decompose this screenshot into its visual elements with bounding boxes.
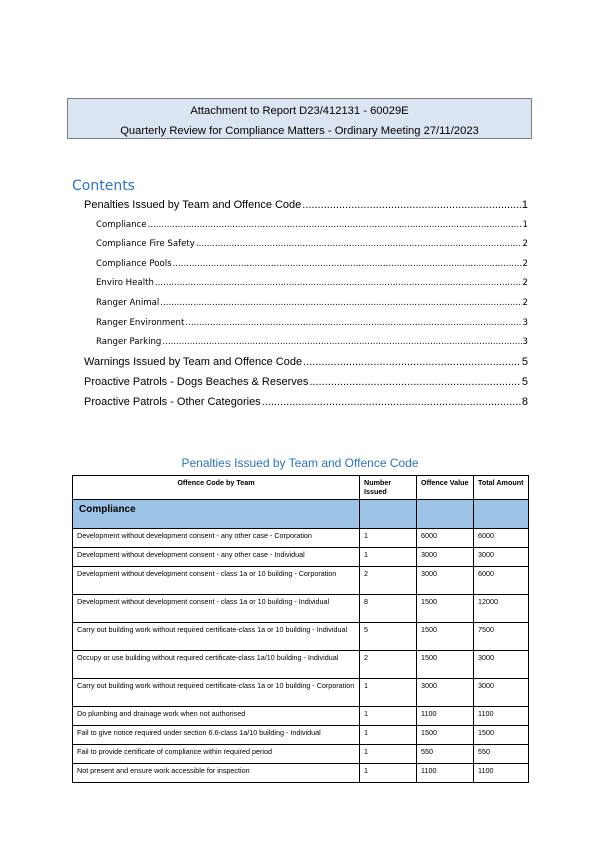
toc-page: 3 — [522, 318, 528, 328]
total-cell: 1100 — [474, 707, 529, 726]
number-cell: 1 — [360, 764, 417, 783]
toc-entry-other-categories[interactable] — [84, 396, 528, 408]
total-cell: 3000 — [474, 548, 529, 567]
header-value: Offence Value — [417, 476, 474, 500]
group-row-compliance — [73, 500, 529, 529]
number-cell: 1 — [360, 548, 417, 567]
number-cell: 2 — [360, 567, 417, 595]
toc-entry-compliance[interactable] — [96, 220, 528, 230]
toc-entry-ranger-environment[interactable] — [96, 318, 528, 328]
value-cell: 6000 — [417, 529, 474, 548]
table-row — [73, 595, 529, 623]
toc-label: Compliance Pools — [96, 259, 172, 269]
toc-page: 2 — [522, 239, 528, 249]
table-row — [73, 529, 529, 548]
offence-cell: Fail to provide certificate of compliance within required period — [73, 745, 360, 764]
offence-cell: Not present and ensure work accessible for inspection — [73, 764, 360, 783]
toc-label: Ranger Animal — [96, 298, 160, 308]
table-row — [73, 726, 529, 745]
header-line-2: Quarterly Review for Compliance Matters - Ordinary Meeting 27/11/2023 — [120, 125, 479, 137]
penalties-table — [72, 475, 529, 783]
number-cell: 1 — [360, 726, 417, 745]
value-cell: 1500 — [417, 623, 474, 651]
total-cell: 1500 — [474, 726, 529, 745]
toc-page: 5 — [521, 356, 528, 368]
toc-leader — [155, 278, 522, 288]
toc-entry-penalties[interactable] — [84, 199, 528, 211]
total-cell: 1100 — [474, 764, 529, 783]
offence-cell: Do plumbing and drainage work when not authorised — [73, 707, 360, 726]
offence-cell: Development without development consent - any other case - Corporation — [73, 529, 360, 548]
value-cell: 1500 — [417, 726, 474, 745]
value-cell: 1100 — [417, 764, 474, 783]
toc-label: Penalties Issued by Team and Offence Code — [84, 199, 302, 211]
offence-cell: Fail to give notice required under section 6.6-class 1a/10 building - Individual — [73, 726, 360, 745]
toc-page: 1 — [521, 199, 528, 211]
total-cell: 3000 — [474, 679, 529, 707]
toc-leader — [262, 396, 521, 408]
toc-label: Proactive Patrols - Dogs Beaches & Reserves — [84, 376, 309, 388]
number-cell: 1 — [360, 529, 417, 548]
toc-page: 2 — [522, 259, 528, 269]
toc-leader — [162, 337, 521, 347]
table-row — [73, 651, 529, 679]
toc-title: Contents — [72, 178, 135, 194]
toc-label: Enviro Health — [96, 278, 154, 288]
toc-entry-dogs-beaches[interactable] — [84, 376, 528, 388]
toc-label: Warnings Issued by Team and Offence Code — [84, 356, 303, 368]
offence-cell: Development without development consent - class 1a or 10 building - Individual — [73, 595, 360, 623]
toc-leader — [302, 199, 521, 211]
number-cell: 8 — [360, 595, 417, 623]
offence-cell: Carry out building work without required certificate-class 1a or 10 building - Individual — [73, 623, 360, 651]
group-cell — [474, 500, 529, 529]
number-cell: 5 — [360, 623, 417, 651]
toc-page: 3 — [522, 337, 528, 347]
toc-leader — [309, 376, 521, 388]
offence-cell: Occupy or use building without required certificate-class 1a/10 building - Individual — [73, 651, 360, 679]
total-cell: 6000 — [474, 567, 529, 595]
report-header-box — [67, 98, 532, 139]
toc-label: Compliance Fire Safety — [96, 239, 195, 249]
toc-leader — [160, 298, 521, 308]
value-cell: 3000 — [417, 567, 474, 595]
toc-entry-ranger-parking[interactable] — [96, 337, 528, 347]
toc-leader — [173, 259, 522, 269]
toc-page: 1 — [522, 220, 528, 230]
total-cell: 6000 — [474, 529, 529, 548]
value-cell: 550 — [417, 745, 474, 764]
table-row — [73, 679, 529, 707]
table-header-row — [73, 476, 529, 500]
number-cell: 1 — [360, 745, 417, 764]
header-line-1: Attachment to Report D23/412131 - 60029E — [190, 105, 409, 117]
value-cell: 1500 — [417, 595, 474, 623]
toc-entry-compliance-pools[interactable] — [96, 259, 528, 269]
group-cell — [417, 500, 474, 529]
toc-page: 2 — [522, 298, 528, 308]
table-row — [73, 764, 529, 783]
toc-leader — [148, 220, 522, 230]
total-cell: 7500 — [474, 623, 529, 651]
toc-label: Proactive Patrols - Other Categories — [84, 396, 261, 408]
toc-page: 5 — [521, 376, 528, 388]
value-cell: 3000 — [417, 679, 474, 707]
toc-entry-ranger-animal[interactable] — [96, 298, 528, 308]
toc-label: Ranger Parking — [96, 337, 162, 347]
table-row — [73, 623, 529, 651]
offence-cell: Carry out building work without required certificate-class 1a or 10 building - Corporation — [73, 679, 360, 707]
number-cell: 2 — [360, 651, 417, 679]
header-total: Total Amount — [474, 476, 529, 500]
total-cell: 550 — [474, 745, 529, 764]
toc-leader — [196, 239, 522, 249]
toc-entry-compliance-fire-safety[interactable] — [96, 239, 528, 249]
value-cell: 3000 — [417, 548, 474, 567]
toc-label: Compliance — [96, 220, 147, 230]
toc-leader — [303, 356, 521, 368]
toc-leader — [185, 318, 521, 328]
toc-entry-enviro-health[interactable] — [96, 278, 528, 288]
table-row — [73, 745, 529, 764]
header-offence: Offence Code by Team — [73, 476, 360, 500]
total-cell: 3000 — [474, 651, 529, 679]
group-label: Compliance — [73, 500, 360, 529]
table-row — [73, 548, 529, 567]
toc-page: 8 — [521, 396, 528, 408]
toc-label: Ranger Environment — [96, 318, 185, 328]
value-cell: 1100 — [417, 707, 474, 726]
number-cell: 1 — [360, 679, 417, 707]
total-cell: 12000 — [474, 595, 529, 623]
group-cell — [360, 500, 417, 529]
offence-cell: Development without development consent - class 1a or 10 building - Corporation — [73, 567, 360, 595]
offence-cell: Development without development consent - any other case - Individual — [73, 548, 360, 567]
toc-page: 2 — [522, 278, 528, 288]
table-row — [73, 707, 529, 726]
header-number: Number Issued — [360, 476, 417, 500]
toc-entry-warnings[interactable] — [84, 356, 528, 368]
value-cell: 1500 — [417, 651, 474, 679]
section-title: Penalties Issued by Team and Offence Code — [181, 456, 419, 470]
number-cell: 1 — [360, 707, 417, 726]
table-row — [73, 567, 529, 595]
